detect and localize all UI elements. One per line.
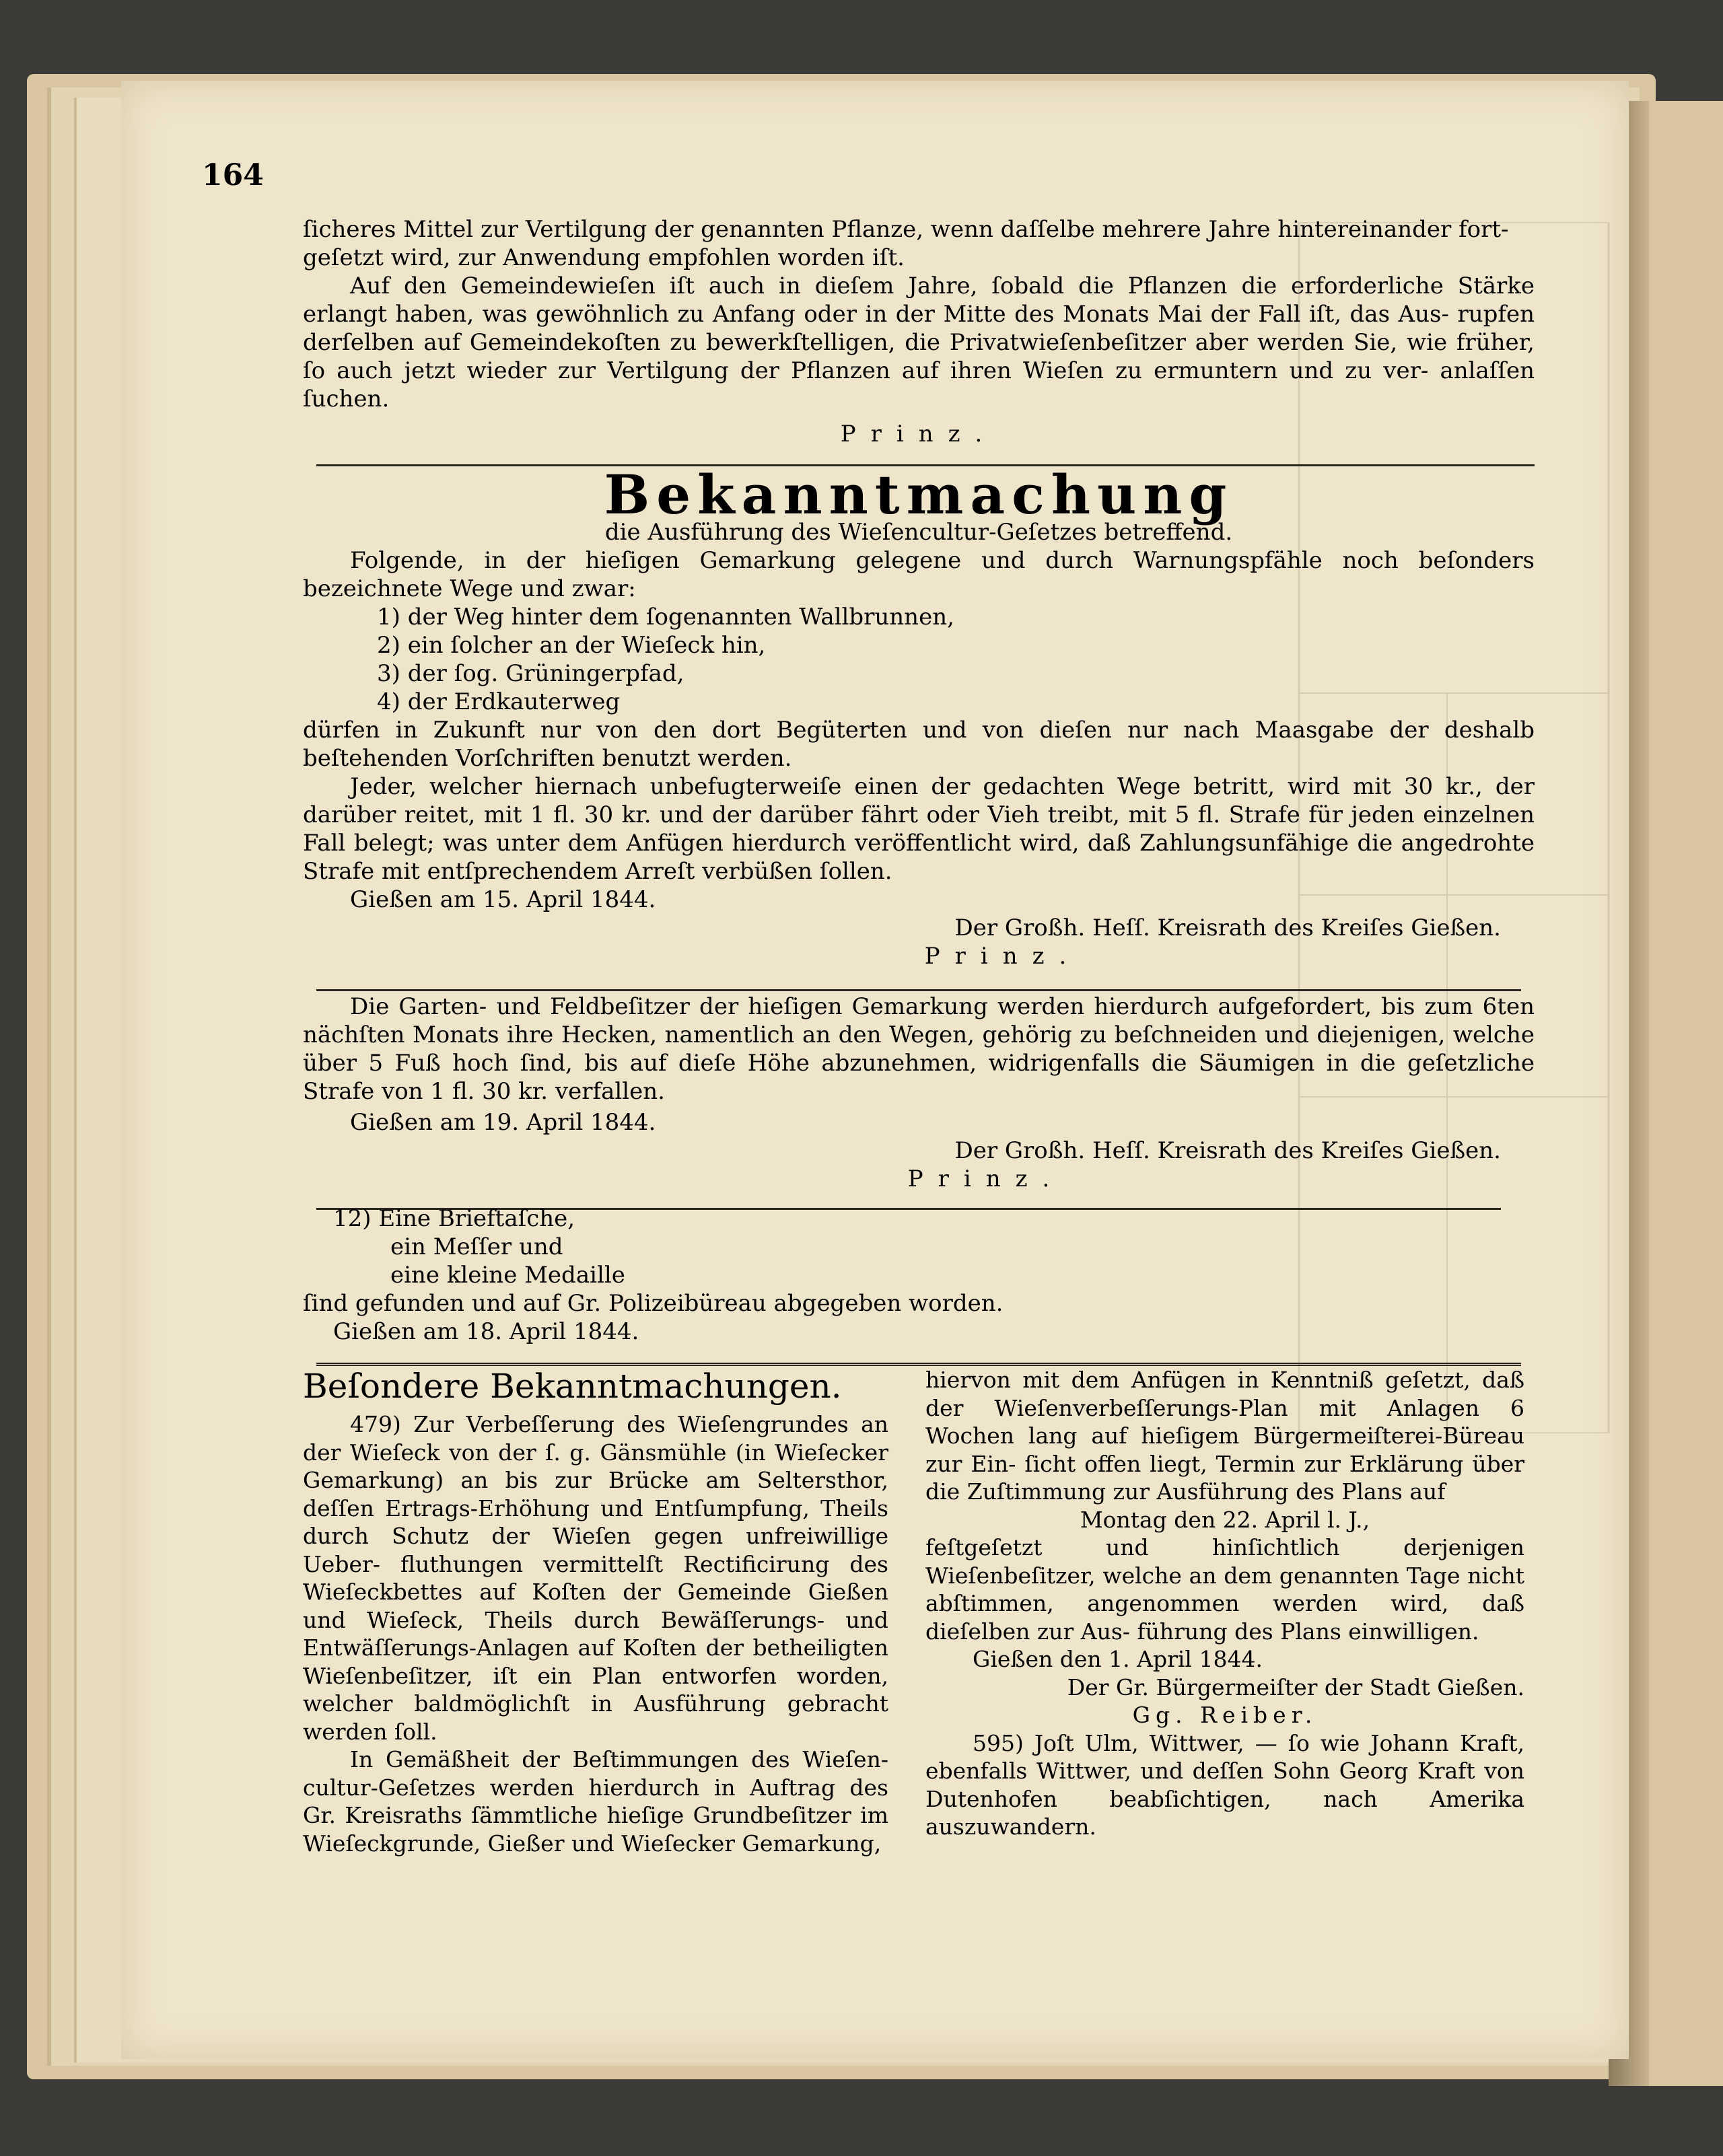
hedges-text: Die Garten- und Feldbeſitzer der hieſigen Gemarkung werden hierdurch aufgefordert, bis zum 6ten nächſten Monats ihre Hecken, namentlich an den Wegen, gehörig zu beſchneiden und diejenigen, welche über 5 Fuß hoch ſind, bis auf dieſe Höhe abzunehmen, widrigenfalls die Säumigen in die geſetzliche Strafe von 1 fl. 30 kr. verfallen. [303,993,1535,1105]
special-right-paragraph-1: hiervon mit dem Anfügen in Kenntniß geſetzt, daß der Wieſenverbeſſerungs-Plan mit Anlagen 6 Wochen lang auf hieſigem Bürgermeiſterei-Büreau zur Ein- ſicht offen liegt, Termin zur Erklärung über die Zuſtimmung zur Ausführung des Plans auf [925,1367,1524,1505]
announcement-title: Bekanntmachung [604,463,1234,526]
intro-paragraph: Auf den Gemeindewieſen iſt auch in dieſem Jahre, ſobald die Pflanzen die erforderliche Stärke erlangt haben, was gewöhnlich zu Anfang oder in der Mitte des Monats Mai der Fall iſt, das Aus- rupfen derſelben auf Gemeindekoſten zu bewerkſtelligen, die Privatwieſenbeſitzer aber werden Sie, wie früher, ſo auch jetzt wieder zur Vertilgung der Pflanzen auf ihren Wieſen zu ermuntern und zu ver- anlaſſen ſuchen. [303,273,1535,412]
special-right-signature: Gg. Reiber. [1132,1702,1318,1728]
special-heading: Beſondere Bekanntmachungen. [303,1367,842,1406]
intro-section [303,215,1535,448]
hedges-date: Gießen am 19. April 1844. [350,1109,656,1136]
page-number: 164 [202,158,264,192]
special-right-date-line: Montag den 22. April l. J., [1080,1506,1370,1533]
announcement-intro: Folgende, in der hieſigen Gemarkung gelegene und durch Warnungspfähle noch beſonders bezeichnete Wege und zwar: [303,547,1535,602]
hedges-signature: Prinz. [907,1165,1065,1192]
found-section [303,1205,1535,1346]
announcement-date: Gießen am 15. April 1844. [350,886,656,913]
special-item-479: 479) Zur Verbeſſerung des Wieſengrundes an der Wieſeck von der ſ. g. Gänsmühle (in Wieſecker Gemarkung) an bis zur Brücke am Seltersthor, deſſen Ertrags-Erhöhung und Entſumpfung, Theils durch Schutz der Wieſen gegen unfreiwillige Ueber- fluthungen vermittelſt Rectificirung des Wieſeckbettes auf Koſten der Gemeinde Gießen und Wieſeck, Theils durch Bewäſſerungs- und Entwäſſerungs-Anlagen auf Koſten der betheiligten Wieſenbeſitzer, iſt ein Plan entworfen worden, welcher baldmöglichſt in Ausführung gebracht werden ſoll. [303,1411,888,1745]
found-line-3: eine kleine Medaille [390,1262,625,1289]
announcement-authority: Der Großh. Heſſ. Kreisrath des Kreiſes Gießen. [954,914,1501,941]
list-item: 3) der ſog. Grüningerpfad, [377,660,684,687]
intro-line-2: geſetzt wird, zur Anwendung empfohlen worden iſt. [303,244,905,271]
special-right-authority: Der Gr. Bürgermeiſter der Stadt Gießen. [1067,1674,1524,1700]
list-item: 4) der Erdkauterweg [377,688,621,715]
intro-signature: Prinz. [840,421,997,447]
announcement-penalty: Jeder, welcher hiernach unbefugterweiſe einen der gedachten Wege betritt, wird mit 30 kr., der darüber reitet, mit 1 fl. 30 kr. und der darüber fährt oder Vieh treibt, mit 5 fl. Strafe für jeden einzelnen Fall belegt; was unter dem Anfügen hierdurch veröffentlicht wird, daß Zahlungsunfähige die angedrohte Strafe mit entſprechendem Arreſt verbüßen ſollen. [303,773,1535,885]
special-item-595: 595) Joſt Ulm, Wittwer, — ſo wie Johann Kraft, ebenfalls Wittwer, und deſſen Sohn Georg Kraft von Dutenhofen beabſichtigen, nach Amerika auszuwandern. [925,1729,1524,1840]
list-item: 2) ein ſolcher an der Wieſeck hin, [377,632,766,659]
found-line-4: ſind gefunden und auf Gr. Polizeibüreau abgegeben worden. [303,1290,1004,1317]
hedges-section [303,993,1535,1193]
list-item: 1) der Weg hinter dem ſogenannten Wallbrunnen, [377,604,954,631]
special-right-paragraph-2: feſtgeſetzt und hinſichtlich derjenigen Wieſenbeſitzer, welche an dem genannten Tage nicht abſtimmen, angenommen werden wird, daß dieſelben zur Aus- führung des Plans einwilligen. [925,1534,1524,1645]
intro-line-1: ſicheres Mittel zur Vertilgung der genannten Pflanze, wenn daſſelbe mehrere Jahre hintereinander fort- [303,216,1509,243]
hedges-authority: Der Großh. Heſſ. Kreisrath des Kreiſes Gießen. [954,1137,1501,1164]
section-divider-2 [316,989,1521,991]
announcement-subtitle: die Ausführung des Wieſencultur-Geſetzes betreffend. [604,519,1233,546]
special-right-column [925,1366,1524,1841]
found-line-2: ein Meſſer und [390,1233,563,1260]
announcement-rule-text: dürfen in Zukunft nur von den dort Begüterten und von dieſen nur nach Maasgabe der deshalb beſtehenden Vorſchriften benutzt werden. [303,717,1535,772]
found-line-5: Gießen am 18. April 1844. [333,1318,639,1345]
special-item-479-cont: In Gemäßheit der Beſtimmungen des Wieſen- cultur-Geſetzes werden hierdurch in Auftrag des Gr. Kreisraths ſämmtliche hieſige Grundbeſitzer im Wieſeckgrunde, Gießer und Wieſecker Gemarkung, [303,1746,888,1857]
special-right-date: Gießen den 1. April 1844. [973,1646,1263,1672]
found-line-1: 12) Eine Brieftaſche, [333,1205,575,1232]
announcement-signature: Prinz. [924,943,1082,970]
special-left-column [303,1366,888,1857]
announcement-section [303,518,1535,970]
